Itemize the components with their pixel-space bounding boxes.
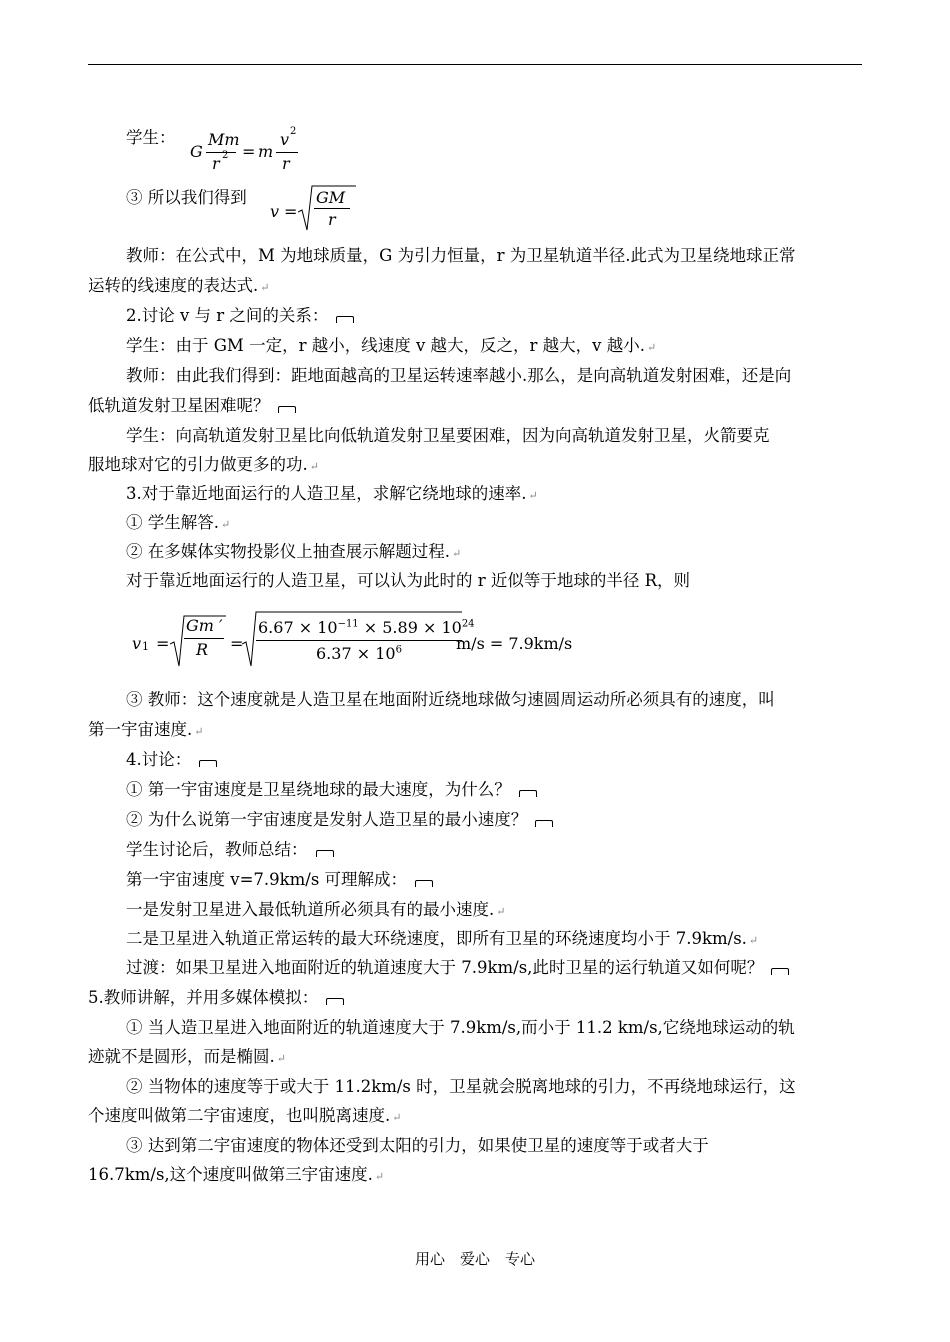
text-line: 低轨道发射卫星困难呢？ xyxy=(88,396,296,416)
text-line: 教师：在公式中，M 为地球质量，G 为引力恒量，r 为卫星轨道半径.此式为卫星绕地球正常 xyxy=(126,246,796,265)
text-line: ① 第一宇宙速度是卫星绕地球的最大速度，为什么？ xyxy=(126,780,537,800)
text-line: 第一宇宙速度 v=7.9km/s 可理解成： xyxy=(126,870,433,890)
formula-gravity-centripetal: G Mm r 2 = m v 2 r xyxy=(190,126,297,173)
text-line: 运转的线速度的表达式. ↵ xyxy=(88,276,270,295)
formula-first-cosmic-velocity: v 1 = Gm ′ R = $6.67 \times 10^{-11} \times 5.89 \times 10^{24}$ $6.37 \times 10^6$ m/s = 7.9km/s xyxy=(132,608,592,670)
text-line: 过渡：如果卫星进入地面附近的轨道速度大于 7.9km/s,此时卫星的运行轨道又如何呢？ xyxy=(126,958,789,978)
text-line: 个速度叫做第二宇宙速度，也叫脱离速度. ↵ xyxy=(88,1106,402,1125)
text-line: 对于靠近地面运行的人造卫星，可以认为此时的 r 近似等于地球的半径 R，则 xyxy=(126,571,691,590)
text-line: ① 学生解答. ↵ xyxy=(126,513,231,532)
text-line: 4.讨论： xyxy=(126,750,217,770)
text-line: 教师：由此我们得到：距地面越高的卫星运转速率越小.那么，是向高轨道发射困难，还是向 xyxy=(126,366,792,385)
header-rule xyxy=(88,64,862,65)
denominator: $6.37 \times 10^6$ xyxy=(316,644,402,663)
text-line: ② 在多媒体实物投影仪上抽查展示解题过程. ↵ xyxy=(126,542,462,561)
text-line: 第一宇宙速度. ↵ xyxy=(88,720,204,739)
text-line: ③ 达到第二宇宙速度的物体还受到太阳的引力，如果使卫星的速度等于或者大于 xyxy=(126,1136,709,1155)
text-line: ② 为什么说第一宇宙速度是发射人造卫星的最小速度？ xyxy=(126,810,553,830)
text-line: 5.教师讲解，并用多媒体模拟： xyxy=(88,988,344,1008)
text-line: 2.讨论 v 与 r 之间的关系： xyxy=(126,306,354,326)
text-line: 学生：由于 GM 一定，r 越小，线速度 v 越大，反之，r 越大，v 越小. ↵ xyxy=(126,336,657,355)
text-line: ③ 教师：这个速度就是人造卫星在地面附近绕地球做匀速圆周运动所必须具有的速度，叫 xyxy=(126,690,775,709)
text-line: ① 当人造卫星进入地面附近的轨道速度大于 7.9km/s,而小于 11.2 km/s,它绕地球运动的轨 xyxy=(126,1018,795,1037)
text-line: ② 当物体的速度等于或大于 11.2km/s 时，卫星就会脱离地球的引力，不再绕地球运行，这 xyxy=(126,1077,796,1096)
text-line: 学生：向高轨道发射卫星比向低轨道发射卫星要困难，因为向高轨道发射卫星，火箭要克 xyxy=(126,426,770,445)
text-line: 学生讨论后，教师总结： xyxy=(126,840,334,860)
text-line: 二是卫星进入轨道正常运转的最大环绕速度，即所有卫星的环绕速度均小于 7.9km/s. ↵ xyxy=(126,929,759,948)
text-line: 一是发射卫星进入最低轨道所必须具有的最小速度. ↵ xyxy=(126,900,506,919)
numerator: $6.67 \times 10^{-11} \times 5.89 \times 10^{24}$ xyxy=(258,618,475,637)
text-line: 服地球对它的引力做更多的功. ↵ xyxy=(88,455,319,474)
formula-velocity-sqrt: v = GM r xyxy=(270,184,360,234)
text-line: 迹就不是圆形，而是椭圆. ↵ xyxy=(88,1047,286,1066)
text-line: 3.对于靠近地面运行的人造卫星，求解它绕地球的速率. ↵ xyxy=(126,484,538,503)
page-footer: 用心 爱心 专心 xyxy=(414,1250,535,1268)
text-line: 16.7km/s,这个速度叫做第三宇宙速度. ↵ xyxy=(88,1165,385,1184)
text-line: ③ 所以我们得到 xyxy=(126,188,247,207)
text-line: 学生： xyxy=(126,128,176,147)
